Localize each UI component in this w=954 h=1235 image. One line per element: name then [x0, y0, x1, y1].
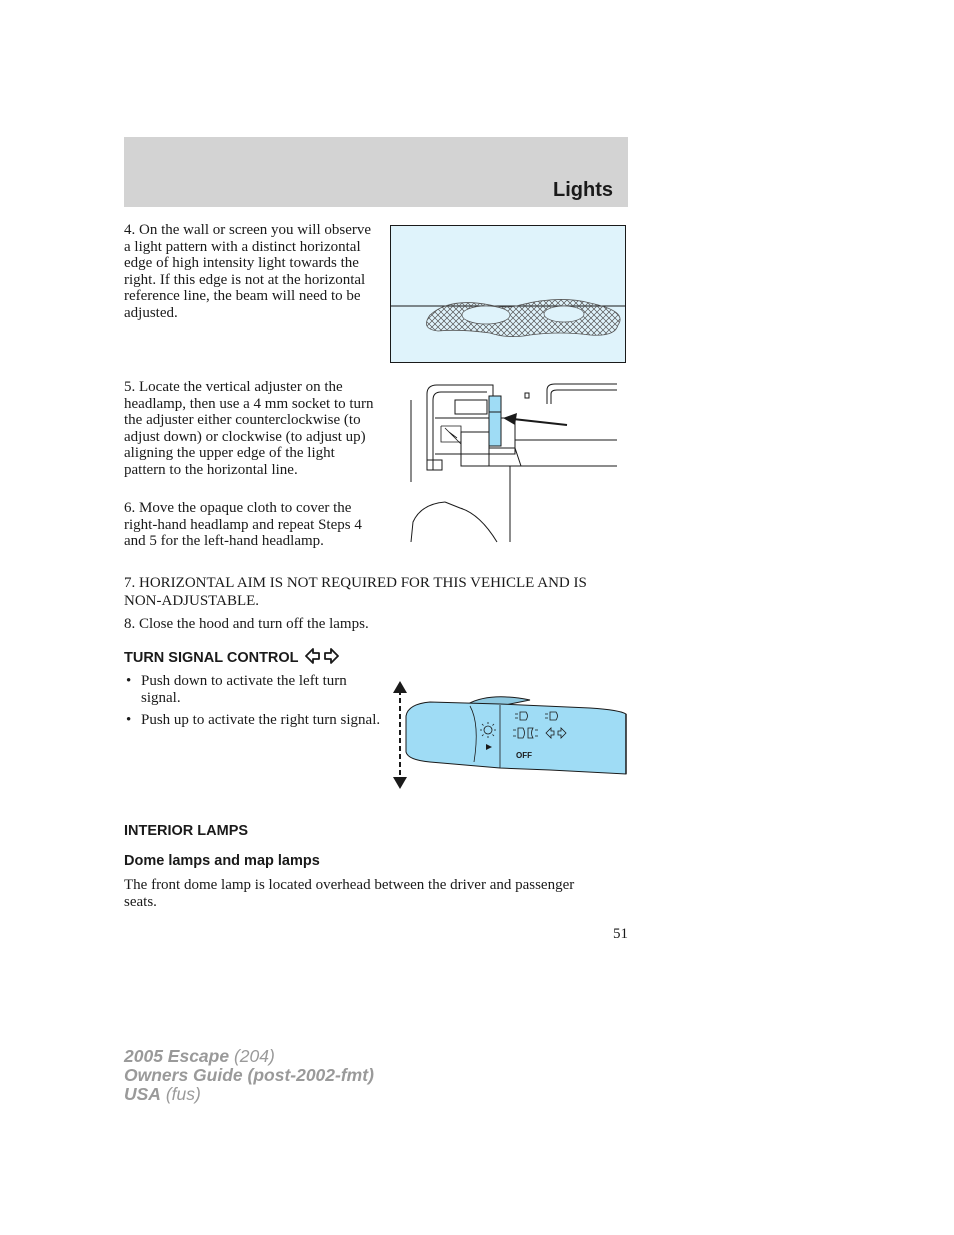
section-header — [124, 137, 628, 207]
turn-signal-bullet-list — [124, 673, 384, 735]
bullet-text: Push down to activate the left turn signal. — [141, 673, 347, 706]
bullet-text: Push up to activate the right turn signal. — [141, 712, 381, 728]
headlamp-adjuster-figure — [405, 382, 620, 544]
section-title: Lights — [553, 179, 613, 201]
footer-region: USA — [124, 1084, 161, 1104]
step-8-text: 8. Close the hood and turn off the lamps. — [124, 616, 369, 632]
page-number: 51 — [613, 926, 628, 942]
step-7-text: 7. HORIZONTAL AIM IS NOT REQUIRED FOR THIS VEHICLE AND IS NON-ADJUSTABLE. — [124, 575, 587, 609]
turn-signal-heading — [124, 648, 340, 666]
list-item: • Push up to activate the right turn signal. — [126, 712, 381, 728]
turn-signal-heading-text: TURN SIGNAL CONTROL — [124, 650, 299, 666]
step-4-text: 4. On the wall or screen you will observe a light pattern with a distinct horizontal edge of high intensity light towards the right. If this edge is not at the horizontal reference line, the beam will need to be adjusted. — [124, 222, 372, 321]
footer-model-code: (204) — [233, 1046, 275, 1066]
list-item: • Push down to activate the left turn signal. — [126, 673, 347, 706]
interior-lamps-heading: INTERIOR LAMPS — [124, 823, 249, 839]
step-5-text: 5. Locate the vertical adjuster on the headlamp, then use a 4 mm socket to turn the adjuster either counterclockwise (to adjust down) or clockwise (to adjust up) aligning the upper edge of the light pattern to the horizontal line. — [124, 379, 374, 478]
beam-pattern-figure — [390, 225, 626, 363]
turn-signal-stalk-figure — [390, 680, 628, 792]
up-down-arrow-icon — [393, 681, 407, 789]
footer-model: 2005 Escape — [124, 1046, 230, 1066]
document-footer — [124, 1047, 374, 1104]
stalk-off-label: OFF — [516, 751, 532, 760]
footer-guide: Owners Guide (post-2002-fmt) — [124, 1065, 374, 1085]
step-6-text: 6. Move the opaque cloth to cover the right-hand headlamp and repeat Steps 4 and 5 for the left-hand headlamp. — [124, 500, 362, 549]
footer-region-code: (fus) — [165, 1084, 201, 1104]
dome-lamps-subheading: Dome lamps and map lamps — [124, 853, 320, 869]
turn-signal-arrows-icon — [304, 648, 340, 664]
dome-lamps-text: The front dome lamp is located overhead between the driver and passenger seats. — [124, 877, 575, 910]
